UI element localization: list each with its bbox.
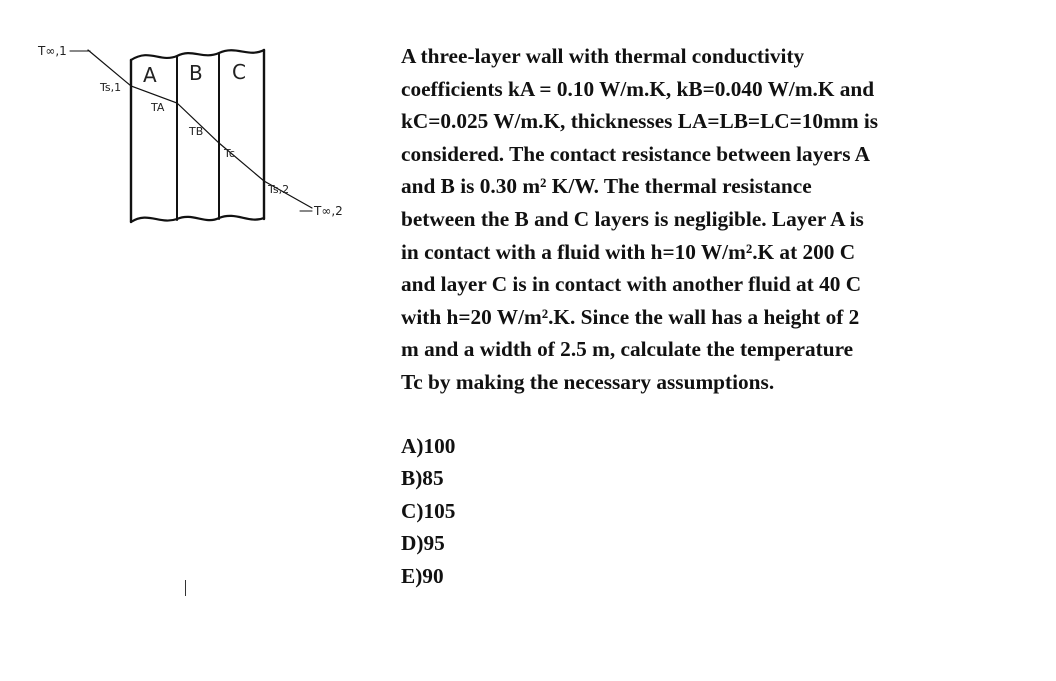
problem-statement bbox=[401, 40, 1001, 399]
t-inf-1-label: T∞,1 bbox=[38, 44, 67, 58]
text-cursor bbox=[185, 580, 186, 596]
problem-line: with h=20 W/m².K. Since the wall has a height of 2 bbox=[401, 304, 860, 329]
option-a[interactable]: A)100 bbox=[401, 434, 456, 458]
wall-bottom-break bbox=[131, 216, 264, 222]
wall-top-break bbox=[131, 50, 264, 60]
layer-a-label: A bbox=[143, 63, 157, 87]
problem-line: and B is 0.30 m² K/W. The thermal resistance bbox=[401, 174, 812, 199]
t-s1-label: Ts,1 bbox=[100, 81, 122, 94]
t-a-label: TA bbox=[151, 101, 165, 114]
option-c[interactable]: C)105 bbox=[401, 498, 456, 523]
problem-line: coefficients kA = 0.10 W/m.K, kB=0.040 W/m.K and bbox=[401, 76, 875, 101]
option-d[interactable]: D)95 bbox=[401, 531, 445, 556]
answer-options bbox=[401, 430, 455, 592]
layer-c-label: C bbox=[232, 60, 246, 84]
option-b[interactable]: B)85 bbox=[401, 466, 444, 491]
problem-line: in contact with a fluid with h=10 W/m².K at 200 C bbox=[401, 239, 856, 264]
problem-line: kC=0.025 W/m.K, thicknesses LA=LB=LC=10mm is bbox=[401, 109, 879, 134]
t-c-label: Tc bbox=[224, 147, 235, 160]
problem-line: and layer C is in contact with another fluid at 40 C bbox=[401, 272, 862, 297]
problem-line: m and a width of 2.5 m, calculate the temperature bbox=[401, 337, 854, 362]
problem-line: A three-layer wall with thermal conductivity bbox=[401, 44, 805, 68]
option-e[interactable]: E)90 bbox=[401, 563, 444, 588]
problem-line: considered. The contact resistance between layers A bbox=[401, 141, 871, 166]
layer-b-label: B bbox=[189, 61, 203, 85]
t-inf-2-label: T∞,2 bbox=[314, 204, 343, 218]
problem-line: between the B and C layers is negligible. Layer A is bbox=[401, 206, 864, 231]
t-b-label: TB bbox=[189, 125, 204, 138]
three-layer-wall-diagram bbox=[0, 0, 390, 240]
problem-line: Tc by making the necessary assumptions. bbox=[401, 369, 775, 394]
t-s2-label: Ts,2 bbox=[268, 183, 290, 196]
